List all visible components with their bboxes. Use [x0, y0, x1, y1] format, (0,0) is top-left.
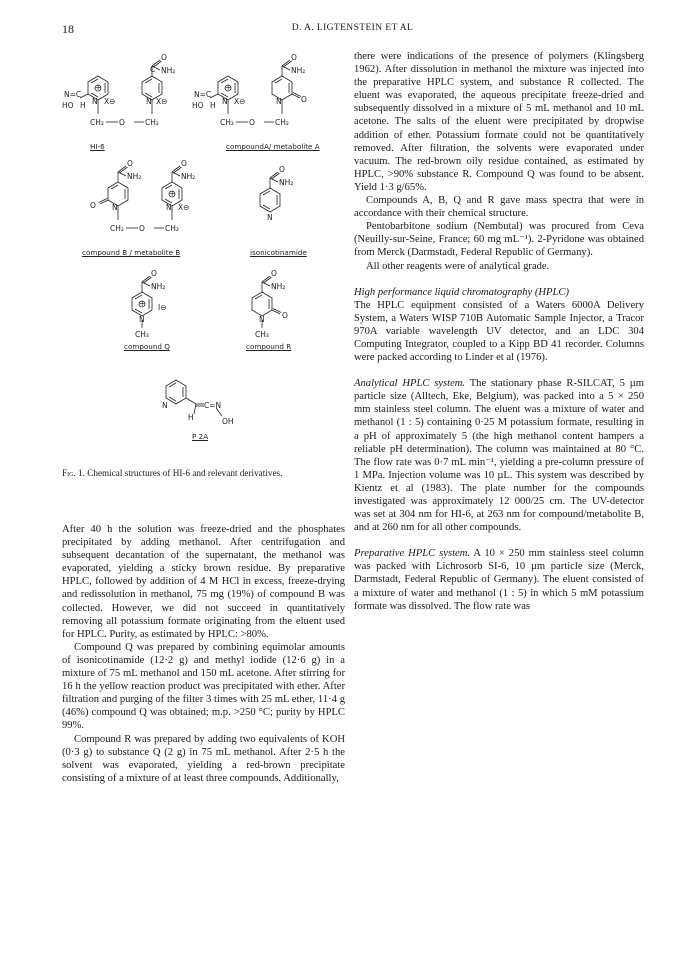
- svg-text:O: O: [291, 53, 297, 62]
- hi6-ch2-a: CH₂: [90, 118, 104, 127]
- caption-text: Chemical structures of HI-6 and relevant derivatives.: [87, 468, 283, 478]
- svg-text:N: N: [276, 97, 282, 106]
- label-compound-r: compound R: [246, 342, 292, 351]
- svg-text:+: +: [139, 299, 146, 308]
- svg-text:N: N: [166, 203, 172, 212]
- section-analytical-heading: Analytical HPLC system.: [354, 378, 466, 390]
- hi6-ch2-b: CH₂: [145, 118, 159, 127]
- svg-text:+: +: [225, 83, 232, 92]
- svg-text:C=N: C=N: [204, 401, 222, 410]
- hi6-atom-nh2: NH₂: [161, 66, 176, 75]
- svg-text:O: O: [181, 159, 187, 168]
- running-head-authors: D. A. LIGTENSTEIN ET AL: [291, 23, 414, 33]
- svg-text:N: N: [222, 97, 228, 106]
- svg-text:CH₃: CH₃: [135, 330, 149, 339]
- structure-compound-a: [192, 52, 332, 144]
- svg-text:O: O: [301, 95, 307, 104]
- svg-text:CH₂: CH₂: [110, 224, 124, 233]
- svg-text:NH₂: NH₂: [127, 172, 142, 181]
- structure-isonicotinamide: [240, 162, 310, 242]
- svg-text:+: +: [169, 189, 176, 198]
- svg-text:O: O: [139, 224, 145, 233]
- left-column: [62, 523, 345, 785]
- hi6-h: H: [80, 101, 86, 110]
- left-paragraph-1: After 40 h the solution was freeze-dried and the phosphates precipitated by adding methanol. After centrifugation and subsequent decantation of the supernatant, the methanol was evaporated, yielding a sticky brown residue. By preparative HPLC, followed by addition of 4 M HCl in excess, freeze-drying and redissolution in methanol, 75 mg (19%) of compound B was collected. However, we did not succeed in quantitatively removing all potassium formate originating from the eluent used for HPLC. Purity, as estimated by HPLC: >80%.: [62, 524, 345, 640]
- structure-compound-b: [82, 158, 232, 250]
- section-hplc: [354, 286, 644, 365]
- svg-text:CH₂: CH₂: [165, 224, 179, 233]
- svg-text:I⊖: I⊖: [158, 303, 167, 312]
- label-isonicotinamide: isonicotinamide: [250, 248, 307, 257]
- svg-text:N: N: [162, 401, 168, 410]
- svg-text:O: O: [127, 159, 133, 168]
- left-paragraph-2: Compound Q was prepared by combining equimolar amounts of isonicotinamide (12·2 g) and methyl iodide (12·6 g) in a mixture of 75 mL methanol and 150 mL acetone. After stirring for 16 h the yellow reaction product was precipitated with ether. After filtration and purging of the filter 3 times with 25 mL ether, 11·4 g (46%) compound Q was obtained; m.p. >250 °C; purity by HPLC 99%.: [62, 641, 345, 732]
- structure-compound-r: [232, 266, 312, 346]
- label-compound-q: compound Q: [124, 342, 170, 351]
- svg-text:O: O: [282, 311, 288, 320]
- svg-text:NH₂: NH₂: [291, 66, 306, 75]
- figure-caption: [62, 468, 345, 480]
- figure-1-chemical-structures: [62, 50, 345, 470]
- section-hplc-heading: High performance liquid chromatography (HPLC): [354, 286, 569, 298]
- right-paragraph-1: there were indications of the presence of polymers (Klingsberg 1962). After dissolution in methanol the mixture was injected into the preparative HPLC system, and substance R collected. The eluent was evaporated, the aqueous precipitate freeze-dried and subsequently dissolved in a mixture of 5 mL methanol and 10 mL acetone. The salts of the eluent were precipitated by dropwise addition of ether. Potassium formate could not be quantitatively removed. After filtration, the solvents were evaporated under vacuum. The red-brown oily residue contained, as estimated by HPLC, >90% substance R. Compound Q was found to be absent. Yield 1·3 g/65%.: [354, 51, 644, 193]
- svg-text:O: O: [151, 269, 157, 278]
- svg-text:N: N: [267, 213, 273, 222]
- svg-text:NH₂: NH₂: [151, 282, 166, 291]
- svg-text:OH: OH: [222, 417, 234, 426]
- svg-text:CH₂: CH₂: [220, 118, 234, 127]
- label-compound-b: compound B / metabolite B: [82, 248, 181, 257]
- section-analytical-text: The stationary phase R-SILCAT, 5 µm particle size (Alltech, Eke, Belgium), was packed into a 5 × 250 mm stainless steel column. The eluent was a mixture of water and methanol (1 : 5) containing 0·25 M potassium formate, resulting in a pH of approximately 5 (the high methanol content hampers a reliable pH determination). The column was maintained at 80 °C. The flow rate was 0·7 mL min⁻¹, yielding a pre-column pressure of 1 MPa. Injection volume was 10 µL. This system was described by Kientz et al (1983). The plate number for the compounds investigated was approximately 12 000/25 cm. The UV-detector was set at 304 nm for HI-6, at 263 nm for compound/metabolite B, and at 260 nm for all other compounds.: [354, 378, 645, 534]
- hi6-plus: +: [95, 83, 102, 92]
- label-p2a: P 2A: [192, 432, 209, 441]
- hi6-atom-n1: N: [92, 97, 98, 106]
- hi6-x: X⊖: [104, 97, 116, 106]
- svg-text:CH₂: CH₂: [275, 118, 289, 127]
- label-hi6: HI-6: [90, 142, 105, 151]
- hi6-atom-c: C: [150, 65, 156, 74]
- svg-text:NH₂: NH₂: [279, 178, 294, 187]
- section-preparative-text: A 10 × 250 mm stainless steel column was packed with Lichrosorb SI-6, 10 µm particle size (Merck, Darmstadt, Federal Republic of Germany). The eluent consisted of a mixture of water and methanol (1 : 5) in which 5 mM potassium formate was dissolved. The flow rate was: [354, 548, 644, 612]
- svg-text:O: O: [271, 269, 277, 278]
- structure-compound-q: [112, 266, 192, 346]
- right-paragraph-4: All other reagents were of analytical grade.: [366, 260, 550, 272]
- svg-text:X⊖: X⊖: [234, 97, 246, 106]
- svg-text:O: O: [90, 201, 96, 210]
- page-number: 18: [62, 22, 74, 36]
- hi6-ho: HO: [62, 101, 74, 110]
- hi6-o: O: [119, 118, 125, 127]
- svg-text:X⊖: X⊖: [178, 203, 190, 212]
- right-paragraph-2: Compounds A, B, Q and R gave mass spectra that were in accordance with their chemical structure.: [354, 195, 644, 220]
- svg-text:O: O: [249, 118, 255, 127]
- hi6-atom-n2: N: [146, 97, 152, 106]
- left-paragraph-3: Compound R was prepared by adding two equivalents of KOH (0·3 g) to substance Q (2 g) in 75 mL methanol. After 2·5 h the solvent was evaporated, yielding a red-brown precipitate consisting of a mixture of at least three compounds. Additionally,: [62, 733, 345, 784]
- right-column: [354, 50, 644, 613]
- structure-hi6: [62, 52, 202, 144]
- svg-text:H: H: [210, 101, 216, 110]
- label-compound-a: compoundA/ metabolite A: [226, 142, 320, 151]
- svg-text:H: H: [188, 413, 194, 422]
- svg-text:CH₃: CH₃: [255, 330, 269, 339]
- section-hplc-text: The HPLC equipment consisted of a Waters 6000A Delivery System, a Waters WISP 710B Automatic Sample Injector, a Tracor 970A variable wavelength UV detector, and an LDC 304 Computing Integrator, coupled to a Kipp BD 41 recorder. Columns were packed according to Linder et al (1976).: [354, 299, 644, 364]
- svg-text:NH₂: NH₂: [181, 172, 196, 181]
- running-head: [62, 22, 643, 38]
- section-preparative-heading: Preparative HPLC system.: [354, 548, 471, 560]
- svg-text:N: N: [112, 203, 118, 212]
- svg-text:HO: HO: [192, 101, 204, 110]
- section-preparative-hplc: [354, 547, 644, 612]
- svg-text:NH₂: NH₂: [271, 282, 286, 291]
- hi6-x2: X⊖: [156, 97, 168, 106]
- svg-text:N: N: [139, 315, 145, 324]
- right-paragraph-3: Pentobarbitone sodium (Nembutal) was procured from Ceva (Neuilly-sur-Seine, France; 60 mg mL⁻¹). 2-Pyridone was obtained from Merck (Darmstadt, Federal Republic of Germany).: [354, 221, 644, 259]
- svg-text:N: N: [259, 315, 265, 324]
- section-analytical-hplc: [354, 377, 644, 534]
- hi6-oxime: N=C: [64, 90, 82, 99]
- structure-p2a: [146, 366, 256, 436]
- hi6-atom-o: O: [161, 53, 167, 62]
- caption-label: Fig. 1.: [62, 468, 85, 478]
- svg-text:O: O: [279, 165, 285, 174]
- svg-text:N=C: N=C: [194, 90, 212, 99]
